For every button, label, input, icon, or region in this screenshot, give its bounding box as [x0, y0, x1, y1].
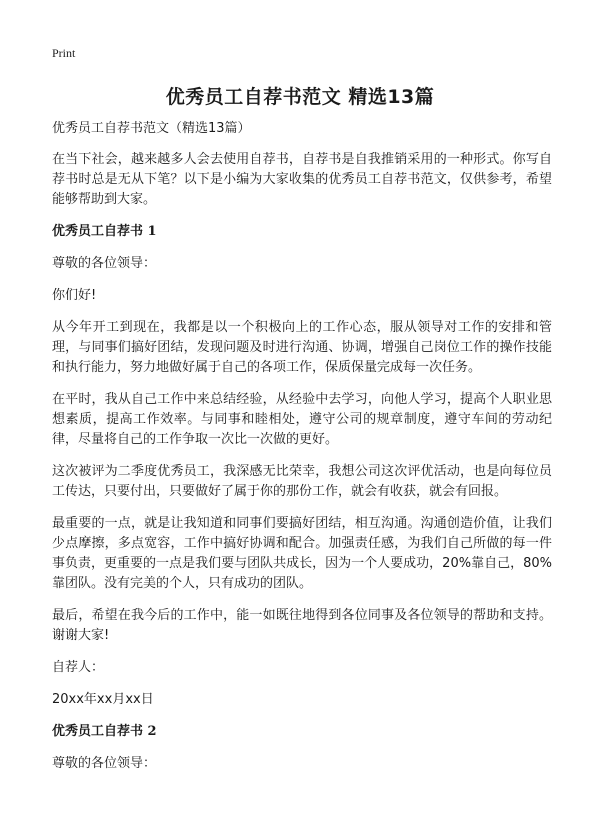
- body-paragraph: 最后，希望在我今后的工作中，能一如既往地得到各位同事及各位领导的帮助和支持。谢谢大家!: [52, 608, 552, 643]
- body-paragraph: 从今年开工到现在，我都是以一个积极向上的工作心态，服从领导对工作的安排和管理，与同事们搞好团结，发现问题及时进行沟通、协调，增强自己岗位工作的操作技能和执行能力，努力地做好属于自己的各项工作，保质保量完成每一次任务。: [52, 320, 552, 375]
- article-subtitle: 优秀员工自荐书范文（精选13篇）: [52, 121, 251, 136]
- salutation: 尊敬的各位领导：: [52, 256, 157, 271]
- body-paragraph: 最重要的一点，就是让我知道和同事们要搞好团结，相互沟通。沟通创造价值，让我们少点摩擦，多点宽容，工作中搞好协调和配合。加强责任感，为我们自己所做的每一件事负责，更重要的一点是我们要与团队共成长，因为一个人要成功，20%靠自己，80%靠团队。没有完美的个人，只有成功的团队。: [52, 516, 552, 591]
- section-heading-2: 优秀员工自荐书 2: [52, 724, 157, 739]
- body-paragraph: 这次被评为二季度优秀员工，我深感无比荣幸，我想公司这次评优活动，也是向每位员工传达，只要付出，只要做好了属于你的那份工作，就会有收获，就会有回报。: [52, 464, 552, 499]
- greeting: 你们好!: [52, 288, 97, 303]
- intro-paragraph: 在当下社会，越来越多人会去使用自荐书，自荐书是自我推销采用的一种形式。你写自荐书时总是无从下笔？以下是小编为大家收集的优秀员工自荐书范文，仅供参考，希望能够帮助到大家。: [52, 152, 552, 207]
- date-line: 20xx年xx月xx日: [52, 692, 154, 707]
- section-heading-1: 优秀员工自荐书 1: [52, 224, 157, 239]
- salutation: 尊敬的各位领导：: [52, 756, 157, 771]
- print-link[interactable]: Print: [52, 46, 76, 60]
- article-body: [52, 120, 552, 786]
- page-title: 优秀员工自荐书范文 精选13篇: [165, 86, 435, 108]
- signature-label: 自荐人：: [52, 660, 105, 675]
- body-paragraph: 在平时，我从自己工作中来总结经验，从经验中去学习，向他人学习，提高个人职业思想素质，提高工作效率。与同事和睦相处，遵守公司的规章制度，遵守车间的劳动纪律，尽量将自己的工作争取一次比一次做的更好。: [52, 392, 552, 447]
